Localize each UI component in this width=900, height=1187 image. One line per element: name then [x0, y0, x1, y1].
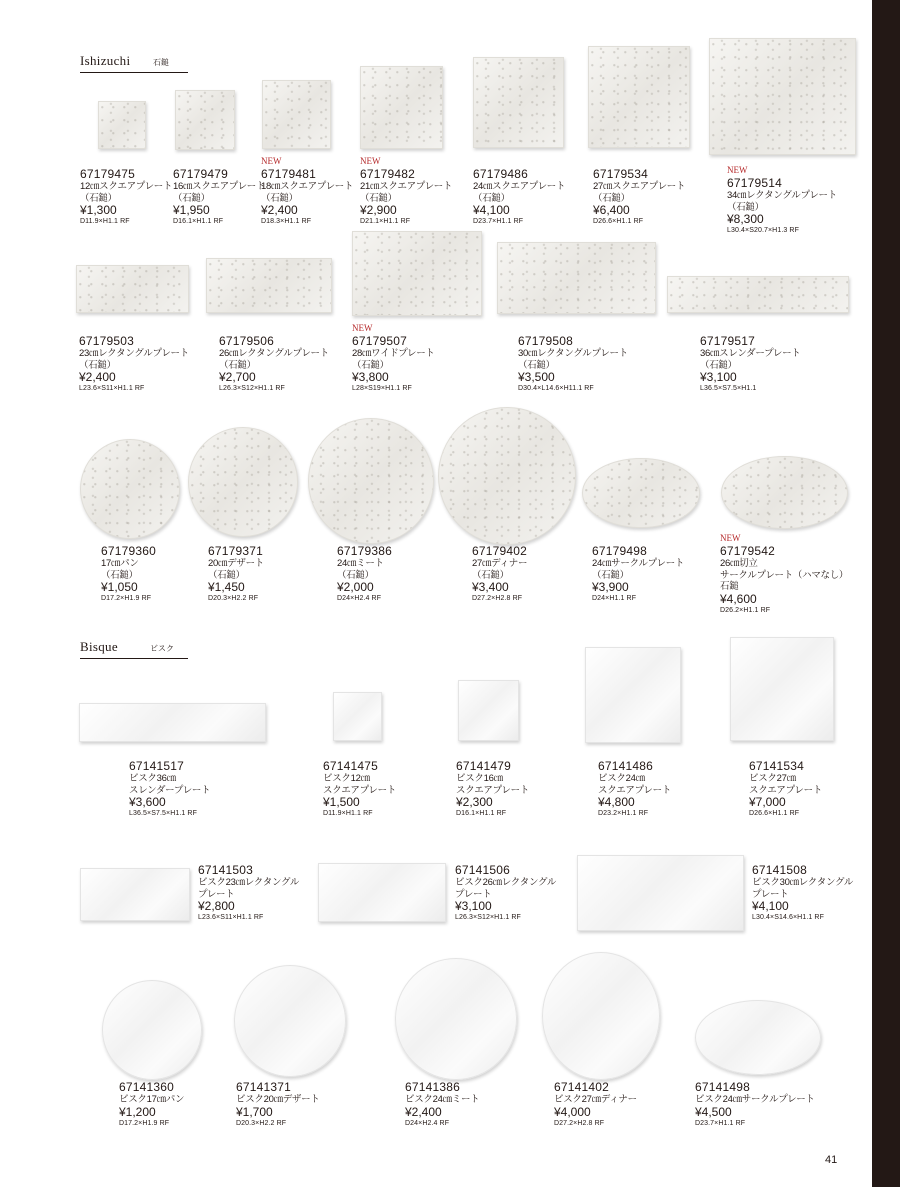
product-dimensions: L36.5×S7.5×H1.1 RF	[129, 810, 197, 817]
product-name: 23㎝レクタングルプレート （石鎚）	[79, 348, 189, 371]
new-badge: NEW	[352, 323, 373, 333]
product-code: 67141479	[456, 759, 511, 773]
product-dimensions: L23.6×S11×H1.1 RF	[198, 914, 264, 921]
product-info	[119, 1081, 184, 1129]
product-info	[455, 864, 556, 923]
product-image-67179371	[188, 427, 298, 537]
product-dimensions: D26.6×H1.1 RF	[593, 218, 644, 225]
product-price: ¥2,000	[337, 580, 374, 594]
product-name: 24㎝スクエアプレート （石鎚）	[473, 181, 566, 204]
product-price: ¥1,050	[101, 580, 138, 594]
product-dimensions: D24×H1.1 RF	[592, 595, 637, 602]
product-dimensions: D30.4×L14.6×H11.1 RF	[518, 385, 594, 392]
product-price: ¥1,300	[80, 203, 117, 217]
product-code: 67179542	[720, 544, 775, 558]
new-badge: NEW	[261, 156, 282, 166]
product-info	[472, 545, 527, 604]
product-info	[219, 335, 329, 394]
product-image-67141360	[102, 980, 202, 1080]
product-price: ¥4,100	[473, 203, 510, 217]
product-dimensions: D16.1×H1.1 RF	[456, 810, 507, 817]
product-name: ビスク30㎝レクタングル プレート	[752, 877, 854, 900]
product-info	[727, 165, 837, 236]
product-code: 67179506	[219, 334, 274, 348]
product-name: 34㎝レクタングルプレート （石鎚）	[727, 190, 837, 213]
product-price: ¥1,700	[236, 1104, 273, 1119]
product-code: 67179386	[337, 544, 392, 558]
section-title-jp: ビスク	[150, 644, 174, 653]
product-image-67179482	[360, 66, 443, 149]
product-info	[323, 760, 396, 819]
product-name: ビスク16㎝ スクエアプレート	[456, 773, 530, 796]
product-name: ビスク24㎝サークルプレート	[695, 1094, 815, 1105]
product-code: 67141475	[323, 759, 378, 773]
product-info	[261, 156, 354, 227]
product-info	[456, 760, 529, 819]
product-code: 67179371	[208, 544, 263, 558]
product-dimensions: D16.1×H1.1 RF	[173, 218, 224, 225]
product-dimensions: D24×H2.4 RF	[405, 1119, 450, 1127]
product-info	[173, 168, 265, 227]
product-price: ¥4,500	[695, 1104, 732, 1119]
product-image-67179542	[721, 456, 848, 529]
product-image-67141371	[234, 965, 346, 1077]
product-info	[80, 168, 172, 227]
product-code: 67179507	[352, 334, 407, 348]
product-code: 67179481	[261, 167, 316, 181]
product-image-67141506	[318, 863, 446, 922]
product-code: 67179479	[173, 167, 228, 181]
product-price: ¥3,600	[129, 795, 166, 809]
product-name: 28㎝ワイドプレート （石鎚）	[352, 348, 435, 371]
product-dimensions: D11.9×H1.1 RF	[323, 810, 373, 817]
product-price: ¥2,300	[456, 795, 493, 809]
product-dimensions: D18.3×H1.1 RF	[261, 218, 312, 225]
section-heading-ishizuchi	[80, 52, 188, 73]
product-dimensions: L30.4×S20.7×H1.3 RF	[727, 227, 799, 234]
product-code: 67179508	[518, 334, 573, 348]
product-image-67179386	[308, 418, 434, 544]
product-name: ビスク27㎝ スクエアプレート	[749, 773, 823, 796]
product-name: 16㎝スクエアプレート （石鎚）	[173, 181, 266, 204]
product-price: ¥2,900	[360, 203, 397, 217]
product-image-67179402	[438, 407, 576, 545]
product-price: ¥4,100	[752, 899, 789, 913]
product-info	[598, 760, 671, 819]
product-price: ¥6,400	[593, 203, 630, 217]
product-dimensions: D23.7×H1.1 RF	[473, 218, 524, 225]
product-info	[360, 156, 453, 227]
product-info	[752, 864, 853, 923]
product-price: ¥3,100	[455, 899, 492, 913]
product-code: 67179503	[79, 334, 134, 348]
product-image-67179517	[667, 276, 849, 313]
product-name: 30㎝レクタングルプレート （石鎚）	[518, 348, 628, 371]
new-badge: NEW	[360, 156, 381, 166]
product-info	[352, 323, 435, 394]
product-dimensions: D23.2×H1.1 RF	[598, 810, 649, 817]
product-image-67179507	[352, 231, 482, 316]
product-image-67141386	[395, 958, 517, 1080]
section-title-en: Ishizuchi	[80, 53, 131, 68]
product-code: 67141360	[119, 1080, 174, 1094]
product-image-67141534	[730, 637, 834, 741]
product-info	[79, 335, 189, 394]
product-dimensions: D17.2×H1.9 RF	[119, 1119, 170, 1127]
product-image-67179498	[582, 458, 700, 528]
product-name: 27㎝スクエアプレート （石鎚）	[593, 181, 686, 204]
product-info	[198, 864, 299, 923]
product-price: ¥4,600	[720, 591, 757, 606]
product-dimensions: L30.4×S14.6×H1.1 RF	[752, 914, 824, 921]
product-code: 67179534	[593, 167, 648, 181]
product-name: 36㎝スレンダープレート （石鎚）	[700, 348, 801, 371]
product-code: 67141486	[598, 759, 653, 773]
product-image-67141475	[333, 692, 382, 741]
product-image-67141508	[577, 855, 744, 931]
product-image-67179481	[262, 80, 331, 149]
section-heading-bisque	[80, 638, 188, 659]
product-image-67179479	[175, 90, 235, 150]
product-price: ¥2,400	[405, 1104, 442, 1119]
product-price: ¥1,500	[323, 795, 360, 809]
product-dimensions: L28×S19×H1.1 RF	[352, 385, 412, 392]
product-name: 12㎝スクエアプレート （石鎚）	[80, 181, 173, 204]
product-info	[554, 1081, 637, 1129]
product-info	[101, 545, 156, 604]
product-info	[720, 533, 849, 616]
product-name: 26㎝レクタングルプレート （石鎚）	[219, 348, 329, 371]
product-price: ¥1,950	[173, 203, 210, 217]
product-price: ¥3,400	[472, 580, 509, 594]
product-price: ¥8,300	[727, 212, 764, 226]
product-name: 18㎝スクエアプレート （石鎚）	[261, 181, 354, 204]
product-code: 67141503	[198, 863, 253, 877]
product-name: ビスク20㎝デザート	[236, 1094, 320, 1105]
product-price: ¥1,200	[119, 1104, 156, 1119]
product-name: 26㎝切立 サークルプレート（ハマなし） 石鎚	[720, 558, 849, 592]
product-price: ¥4,000	[554, 1104, 591, 1119]
product-info	[518, 335, 628, 394]
product-dimensions: D11.9×H1.1 RF	[80, 218, 130, 225]
product-info	[593, 168, 685, 227]
product-code: 67179498	[592, 544, 647, 558]
product-code: 67179482	[360, 167, 415, 181]
product-dimensions: D27.2×H2.8 RF	[554, 1119, 605, 1127]
product-image-67141498	[695, 1000, 821, 1075]
product-name: ビスク27㎝ディナー	[554, 1094, 637, 1105]
product-name: 24㎝サークルプレート （石鎚）	[592, 558, 685, 581]
product-image-67141517	[79, 703, 266, 742]
product-price: ¥2,400	[79, 370, 116, 384]
product-info	[236, 1081, 320, 1129]
product-info	[700, 335, 801, 394]
product-info	[129, 760, 210, 819]
product-code: 67141498	[695, 1080, 750, 1094]
product-dimensions: D27.2×H2.8 RF	[472, 595, 523, 602]
product-name: 17㎝パン （石鎚）	[101, 558, 139, 581]
product-code: 67141402	[554, 1080, 609, 1094]
product-dimensions: L26.3×S12×H1.1 RF	[219, 385, 285, 392]
product-info	[473, 168, 565, 227]
product-code: 67179360	[101, 544, 156, 558]
product-image-67141402	[542, 952, 660, 1080]
product-name: ビスク26㎝レクタングル プレート	[455, 877, 557, 900]
product-image-67141503	[80, 868, 190, 921]
product-dimensions: D26.6×H1.1 RF	[749, 810, 800, 817]
product-image-67179475	[98, 101, 146, 149]
product-info	[592, 545, 684, 604]
product-dimensions: D20.3×H2.2 RF	[208, 595, 259, 602]
page-number: 41	[825, 1154, 838, 1166]
product-name: ビスク17㎝パン	[119, 1094, 185, 1105]
product-name: 21㎝スクエアプレート （石鎚）	[360, 181, 453, 204]
product-dimensions: L23.6×S11×H1.1 RF	[79, 385, 145, 392]
product-code: 67179402	[472, 544, 527, 558]
product-image-67179508	[497, 242, 656, 314]
product-dimensions: L36.5×S7.5×H1.1	[700, 385, 757, 392]
product-name: ビスク12㎝ スクエアプレート	[323, 773, 397, 796]
new-badge: NEW	[720, 533, 741, 543]
product-dimensions: D23.7×H1.1 RF	[695, 1119, 746, 1127]
section-title-jp: 石鎚	[153, 58, 169, 67]
product-image-67179486	[473, 57, 564, 148]
product-code: 67179486	[473, 167, 528, 181]
product-info	[749, 760, 822, 819]
product-name: 20㎝デザート （石鎚）	[208, 558, 264, 581]
product-code: 67141506	[455, 863, 510, 877]
product-dimensions: D26.2×H1.1 RF	[720, 606, 771, 614]
product-price: ¥7,000	[749, 795, 786, 809]
product-price: ¥2,700	[219, 370, 256, 384]
product-price: ¥2,800	[198, 899, 235, 913]
section-title-en: Bisque	[80, 639, 118, 654]
product-price: ¥3,900	[592, 580, 629, 594]
product-image-67179506	[206, 258, 332, 313]
product-code: 67179517	[700, 334, 755, 348]
product-code: 67179514	[727, 176, 782, 190]
product-price: ¥2,400	[261, 203, 298, 217]
product-image-67179503	[76, 265, 189, 313]
product-dimensions: D20.3×H2.2 RF	[236, 1119, 287, 1127]
product-info	[337, 545, 392, 604]
new-badge: NEW	[727, 165, 748, 175]
product-code: 67141517	[129, 759, 184, 773]
product-image-67141479	[458, 680, 519, 741]
product-code: 67141386	[405, 1080, 460, 1094]
product-code: 67141508	[752, 863, 807, 877]
product-price: ¥1,450	[208, 580, 245, 594]
product-code: 67141534	[749, 759, 804, 773]
product-image-67179534	[588, 46, 690, 148]
product-name: ビスク24㎝ミート	[405, 1094, 480, 1105]
product-name: ビスク23㎝レクタングル プレート	[198, 877, 300, 900]
product-image-67179360	[80, 439, 180, 539]
product-price: ¥3,500	[518, 370, 555, 384]
product-dimensions: D24×H2.4 RF	[337, 595, 382, 602]
product-price: ¥4,800	[598, 795, 635, 809]
product-dimensions: L26.3×S12×H1.1 RF	[455, 914, 521, 921]
product-image-67179514	[709, 38, 856, 155]
product-name: ビスク36㎝ スレンダープレート	[129, 773, 211, 796]
product-name: 27㎝ディナー （石鎚）	[472, 558, 528, 581]
product-code: 67179475	[80, 167, 135, 181]
product-code: 67141371	[236, 1080, 291, 1094]
product-name: 24㎝ミート （石鎚）	[337, 558, 384, 581]
product-price: ¥3,100	[700, 370, 737, 384]
product-price: ¥3,800	[352, 370, 389, 384]
product-info	[208, 545, 264, 604]
page-edge-bar	[872, 0, 900, 1187]
product-info	[695, 1081, 815, 1129]
product-dimensions: D21.1×H1.1 RF	[360, 218, 411, 225]
product-name: ビスク24㎝ スクエアプレート	[598, 773, 672, 796]
product-image-67141486	[585, 647, 681, 743]
product-dimensions: D17.2×H1.9 RF	[101, 595, 152, 602]
product-info	[405, 1081, 479, 1129]
